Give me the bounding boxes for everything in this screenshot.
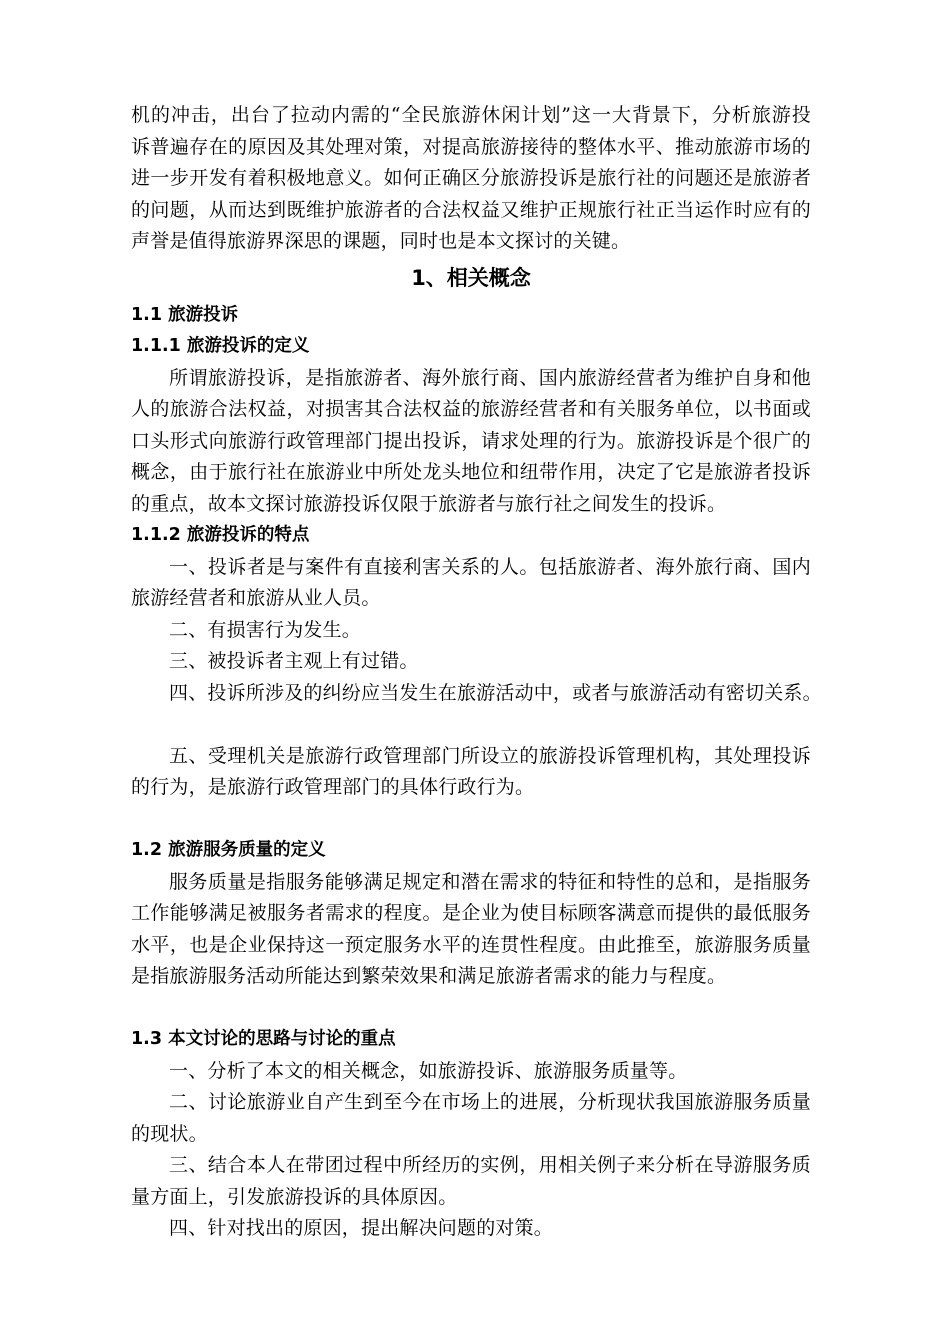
text-line: 概念，由于旅行社在旅游业中所处龙头地位和纽带作用，决定了它是旅游者投诉 [131, 461, 811, 483]
text-line: 水平，也是企业保持这一预定服务水平的连贯性程度。由此推至，旅游服务质量 [131, 933, 811, 956]
blank-line [131, 709, 811, 741]
list-item: 三、结合本人在带团过程中所经历的实例，用相关例子来分析在导游服务质 [169, 1154, 811, 1176]
list-item-continuation: 的行为，是旅游行政管理部门的具体行政行为。 [131, 776, 535, 798]
section-heading-1-1: 1.1 旅游投诉 [131, 304, 239, 325]
list-item: 四、针对找出的原因，提出解决问题的对策。 [169, 1217, 554, 1239]
text-line: 声誉是值得旅游界深思的课题，同时也是本文探讨的关键。 [131, 230, 631, 252]
blank-line [131, 993, 811, 1025]
text-line: 工作能够满足被服务者需求的程度。是企业为使目标顾客满意而提供的最低服务 [131, 902, 811, 924]
text-line: 的重点，故本文探讨旅游投诉仅限于旅游者与旅行社之间发生的投诉。 [131, 492, 727, 515]
text-line: 诉普遍存在的原因及其处理对策，对提高旅游接待的整体水平、推动旅游市场的 [131, 135, 811, 158]
list-item: 二、有损害行为发生。 [169, 618, 362, 641]
section-heading-1-3: 1.3 本文讨论的思路与讨论的重点 [131, 1029, 396, 1049]
text-line: 口头形式向旅游行政管理部门提出投诉，请求处理的行为。旅游投诉是个很广的 [131, 429, 811, 452]
blank-line [131, 804, 811, 836]
list-item-continuation: 旅游经营者和旅游从业人员。 [131, 587, 381, 609]
text-line: 所谓旅游投诉，是指旅游者、海外旅行商、国内旅游经营者为维护自身和他 [169, 366, 811, 389]
definition-paragraph [131, 363, 811, 521]
list-item: 一、投诉者是与案件有直接利害关系的人。包括旅游者、海外旅行商、国内 [169, 555, 811, 578]
list-item-continuation: 的现状。 [131, 1122, 208, 1145]
list-item: 五、受理机关是旅游行政管理部门所设立的旅游投诉管理机构，其处理投诉 [169, 744, 811, 767]
list-item: 二、讨论旅游业自产生到至今在市场上的进展，分析现状我国旅游服务质量 [169, 1091, 811, 1113]
quality-paragraph [131, 867, 811, 993]
text-line: 机的冲击，出台了拉动内需的“全民旅游休闲计划”这一大背景下，分析旅游投 [131, 104, 811, 126]
document-page [131, 100, 822, 1245]
section-heading-1-1-2: 1.1.2 旅游投诉的特点 [131, 525, 310, 545]
text-line: 是指旅游服务活动所能达到繁荣效果和满足旅游者需求的能力与程度。 [131, 965, 727, 987]
section-heading-1-2: 1.2 旅游服务质量的定义 [131, 840, 326, 860]
text-line: 进一步开发有着积极地意义。如何正确区分旅游投诉是旅行社的问题还是旅游者 [131, 167, 811, 189]
chapter-title: 1、相关概念 [411, 265, 531, 290]
text-line: 服务质量是指服务能够满足规定和潜在需求的特征和特性的总和，是指服务 [169, 870, 811, 893]
text-line: 的问题，从而达到既维护旅游者的合法权益又维护正规旅行社正当运作时应有的 [131, 198, 811, 221]
section-heading-1-1-1: 1.1.1 旅游投诉的定义 [131, 336, 310, 356]
text-line: 人的旅游合法权益，对损害其合法权益的旅游经营者和有关服务单位，以书面或 [131, 398, 811, 420]
approach-list [131, 1056, 811, 1245]
list-item-continuation: 量方面上，引发旅游投诉的具体原因。 [131, 1185, 458, 1208]
list-item: 三、被投诉者主观上有过错。 [169, 650, 419, 672]
intro-paragraph [131, 100, 811, 258]
list-item: 一、分析了本文的相关概念，如旅游投诉、旅游服务质量等。 [169, 1059, 688, 1082]
features-list [131, 552, 822, 804]
list-item: 四、投诉所涉及的纠纷应当发生在旅游活动中，或者与旅游活动有密切关系。 [169, 681, 822, 704]
